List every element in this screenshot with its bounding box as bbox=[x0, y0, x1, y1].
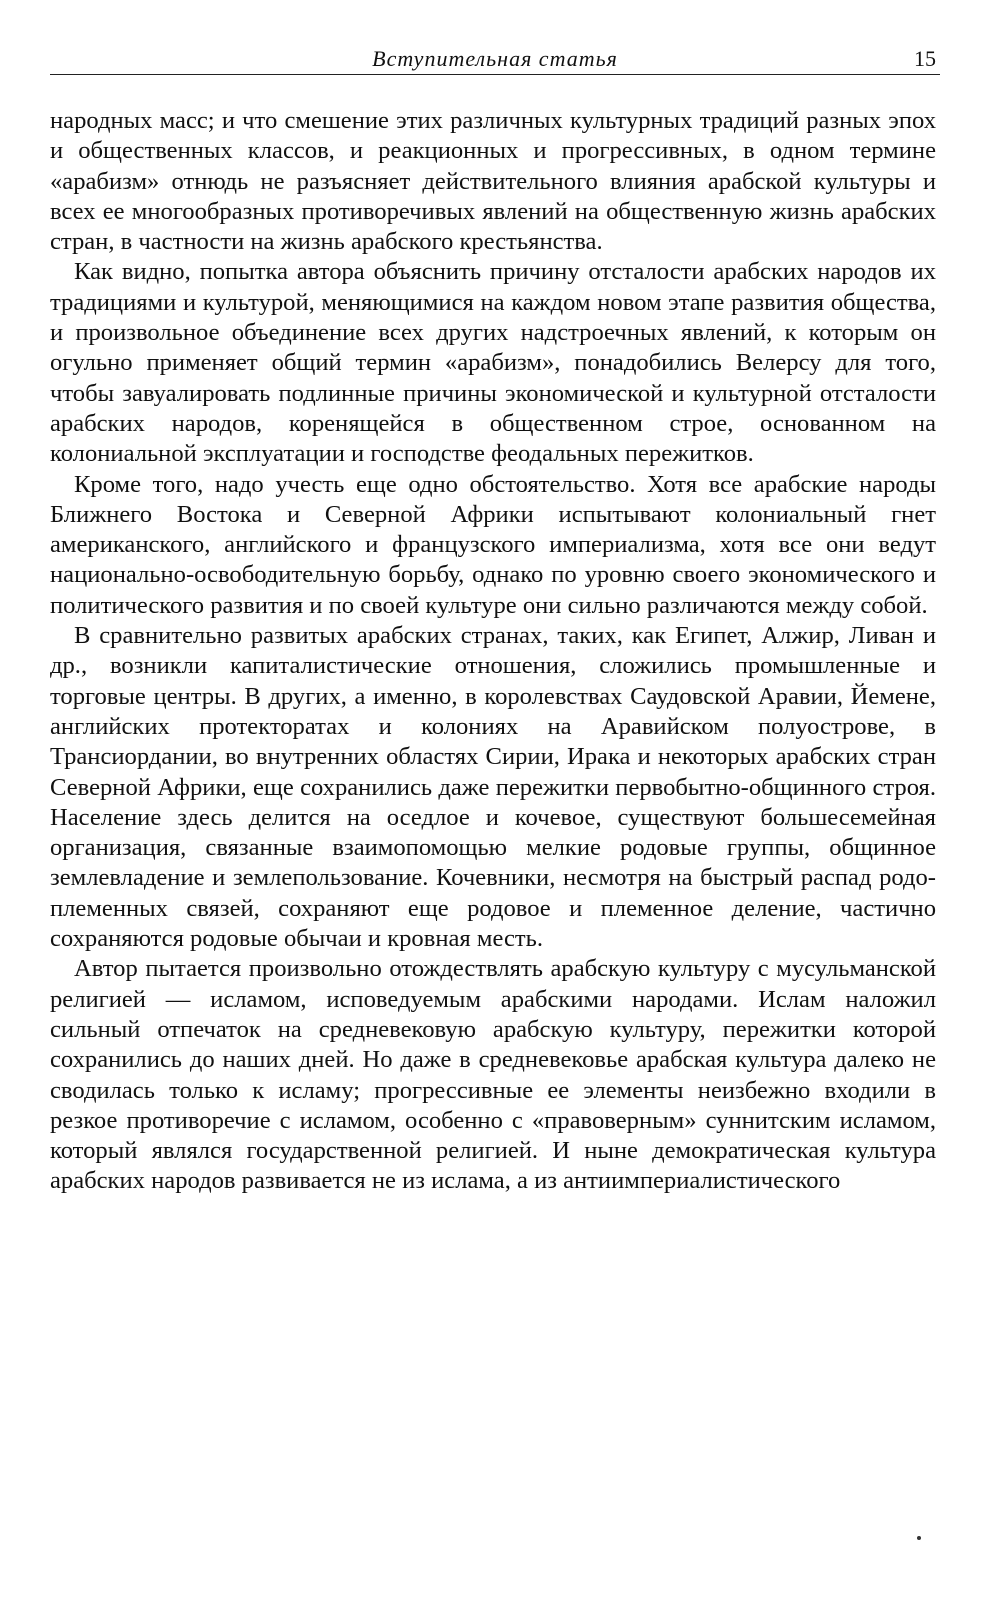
print-speck bbox=[917, 1536, 921, 1540]
paragraph-3: Кроме того, надо учесть еще одно обстоятельство. Хотя все арабские народы Ближнего Востока и Северной Африки испытывают колониальный гнет американского, английского и французского империализма, хотя все они ведут национально-освободительную борьбу, однако по уровню своего экономического и политического развития и по своей культуре они сильно различаются между собой. bbox=[50, 470, 936, 619]
paragraph-4: В сравнительно развитых арабских странах, таких, как Египет, Алжир, Ливан и др., возникли капиталистические отношения, сложились промышленные и торговые центры. В других, а именно, в королевствах Саудовской Аравии, Йемене, английских протекторатах и колониях на Аравийском полуострове, в Трансиордании, во внутренних областях Сирии, Ирака и некоторых арабских стран Северной Африки, еще сохранились даже пережитки первобытно-общинного строя. Население здесь делится на оседлое и кочевое, существуют большесемейная организация, связанные взаимопомощью мелкие родовые группы, общинное землевладение и землепользование. Кочевники, несмотря на быстрый распад родо-племенных связей, сохраняют еще родовое и племенное деление, частично сохраняются родовые обычаи и кровная месть. bbox=[50, 622, 936, 953]
body-text bbox=[50, 106, 936, 1197]
paragraph-1: народных масс; и что смешение этих различных культурных традиций разных эпох и общественных классов, и реакционных и прогрессивных, в одном термине «арабизм» отнюдь не разъясняет действительного влияния арабской культуры и всех ее многообразных противоречивых явлений на общественную жизнь арабских стран, в частности на жизнь арабского крестьянства. bbox=[50, 107, 936, 256]
paragraph-2: Как видно, попытка автора объяснить причину отсталости арабских народов их традициями и культурой, меняющимися на каждом новом этапе развития общества, и произвольное объединение всех других надстроечных явлений, к которым он огульно применяет общий термин «арабизм», понадобились Велерсу для того, чтобы завуалировать подлинные причины экономической и культурной отсталости арабских народов, коренящейся в общественном строе, основанном на колониальной эксплуатации и господстве феодальных пережитков. bbox=[50, 258, 936, 468]
paragraph-5: Автор пытается произвольно отождествлять арабскую культуру с мусульманской религией — исламом, исповедуемым арабскими народами. Ислам наложил сильный отпечаток на средневековую арабскую культуру, пережитки которой сохранились до наших дней. Но даже в средневековье арабская культура далеко не сводилась только к исламу; прогрессивные ее элементы неизбежно входили в резкое противоречие с исламом, особенно с «правоверным» суннитским исламом, который являлся государственной религией. И ныне демократическая культура арабских народов развивается не из ислама, а из антиимпериалистического bbox=[50, 955, 936, 1195]
page-number: 15 bbox=[914, 46, 936, 71]
running-head bbox=[50, 44, 940, 75]
running-title: Вступительная статья bbox=[372, 46, 618, 71]
